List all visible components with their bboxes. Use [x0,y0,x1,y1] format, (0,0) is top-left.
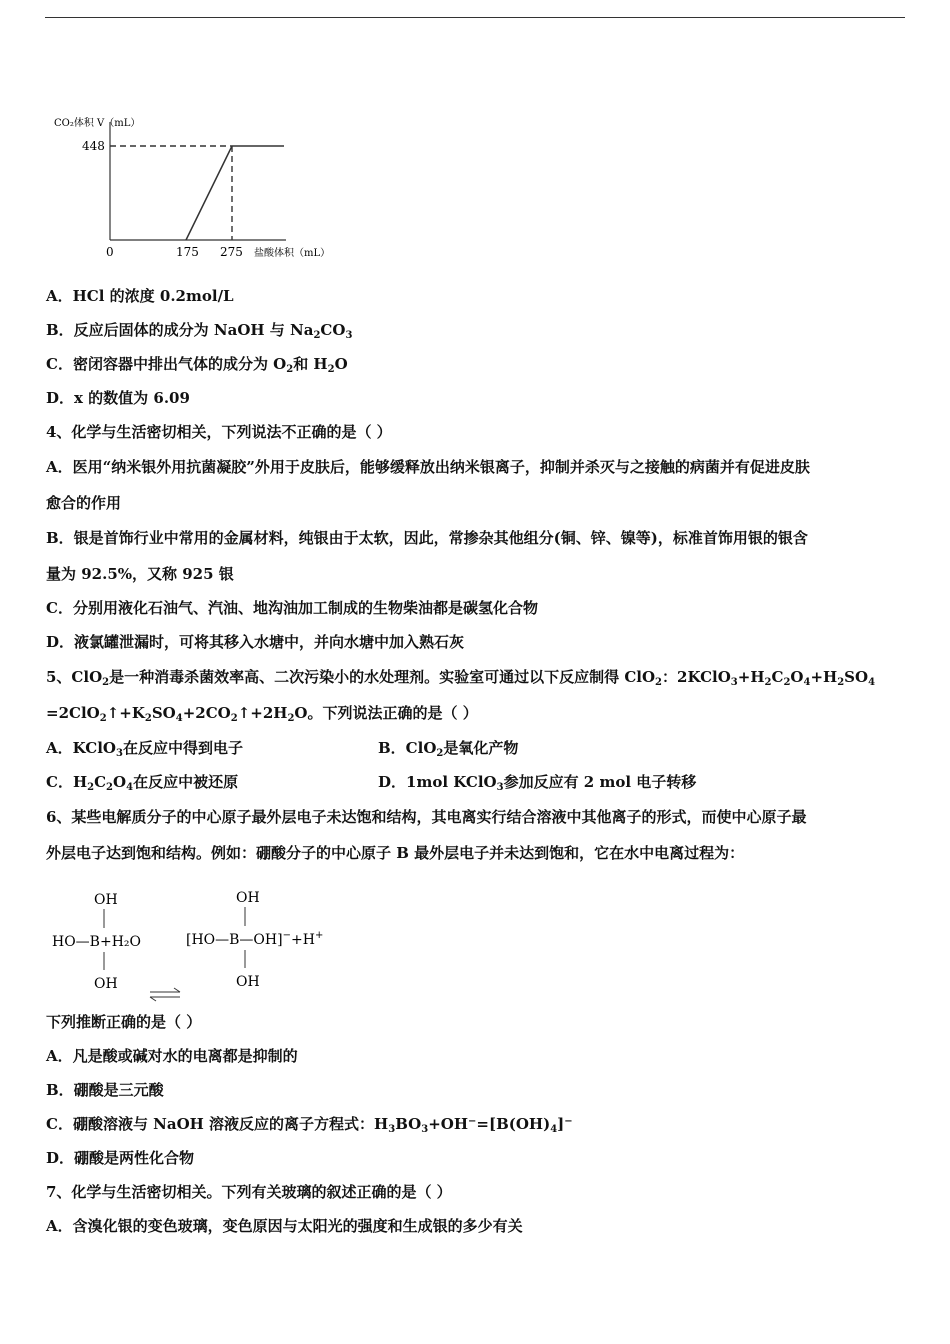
q6-option-c: C．硼酸溶液与 NaOH 溶液反应的离子方程式：$H_3BO_3+OH^-=[B(OH)_4]^-$ [46,1115,573,1135]
q3-option-c: C．密闭容器中排出气体的成分为 $O_2$和 $H_2O$ [46,355,348,375]
top-oh-left: OH [94,892,118,908]
x-tick-275: 275 [220,245,243,259]
q4-option-a-line1: A．医用“纳米银外用抗菌凝胶”外用于皮肤后，能够缓释放出纳米银离子，抑制并杀灭与之接触的病菌并有促进皮肤 [46,458,810,476]
q5-option-c: C．$H_2C_2O_4$在反应中被还原 [46,773,239,793]
q4-option-a-line2: 愈合的作用 [46,494,122,512]
boric-acid-ionization-equation [48,884,348,1002]
bottom-oh-right: OH [236,974,260,990]
q6-option-d: D．硼酸是两性化合物 [46,1149,195,1167]
origin-label: 0 [106,245,114,259]
q4-option-b-line2: 量为 92.5%，又称 925 银 [46,565,234,583]
y-axis-label: CO₂体积 V（mL） [54,118,141,129]
x-axis-label: 盐酸体积（mL） [254,248,331,259]
q3-option-b: B．反应后固体的成分为 NaOH 与 $Na_2CO_3$ [46,321,353,341]
q6-option-a: A．凡是酸或碱对水的电离都是抑制的 [46,1047,298,1065]
top-oh-right: OH [236,890,260,906]
co2-volume-graph [48,112,348,262]
q5-option-b: B．ClO$_2$是氧化产物 [378,739,519,759]
q3-option-d: D．x 的数值为 6.09 [46,389,190,407]
q4-option-d: D．液氯罐泄漏时，可将其移入水塘中，并向水塘中加入熟石灰 [46,633,465,651]
q4-option-b-line1: B．银是首饰行业中常用的金属材料，纯银由于太软，因此，常掺杂其他组分(铜、锌、镍等)，标准首饰用银的银含 [46,529,808,547]
q6-stem-line1: 6、某些电解质分子的中心原子最外层电子未达饱和结构，其电离实行结合溶液中其他离子的形式，而使中心原子最 [46,808,807,826]
q4-stem: 4、化学与生活密切相关，下列说法不正确的是（ ） [46,423,392,441]
q5-option-a: A．KClO$_3$在反应中得到电子 [46,739,243,759]
equilibrium-arrow-bottom-head [150,997,156,1001]
equation-right: [HO—B—OH]−+H+ [186,930,324,948]
q6-option-b: B．硼酸是三元酸 [46,1081,164,1099]
q3-option-a: A．HCl 的浓度 0.2mol/L [46,287,234,305]
q5-stem-line1: 5、ClO$_2$是一种消毒杀菌效率高、二次污染小的水处理剂。实验室可通过以下反应制得 ClO$_2$：$2KClO_3+H_2C_2O_4+H_2SO_4$ [46,668,876,688]
q4-option-c: C．分别用液化石油气、汽油、地沟油加工制成的生物柴油都是碳氢化合物 [46,599,538,617]
q5-option-d: D．1mol KClO$_3$参加反应有 2 mol 电子转移 [378,773,697,793]
equilibrium-arrow-top-head [174,988,180,992]
series-rise [186,146,232,240]
q5-stem-line2: $=2ClO_2↑+K_2SO_4+2CO_2↑+2H_2O$。下列说法正确的是（ ） [46,704,478,724]
bottom-oh-left: OH [94,976,118,992]
q6-stem-line2: 外层电子达到饱和结构。例如：硼酸分子的中心原子 B 最外层电子并未达到饱和，它在水中电离过程为： [46,844,745,862]
top-rule [45,17,905,18]
x-tick-175: 175 [176,245,199,259]
q7-stem: 7、化学与生活密切相关。下列有关玻璃的叙述正确的是（ ） [46,1183,452,1201]
y-tick-448: 448 [82,139,105,153]
q6-question: 下列推断正确的是（ ） [46,1013,202,1031]
q7-option-a: A．含溴化银的变色玻璃，变色原因与太阳光的强度和生成银的多少有关 [46,1217,523,1235]
equation-left: HO—B+H₂O [52,934,142,950]
